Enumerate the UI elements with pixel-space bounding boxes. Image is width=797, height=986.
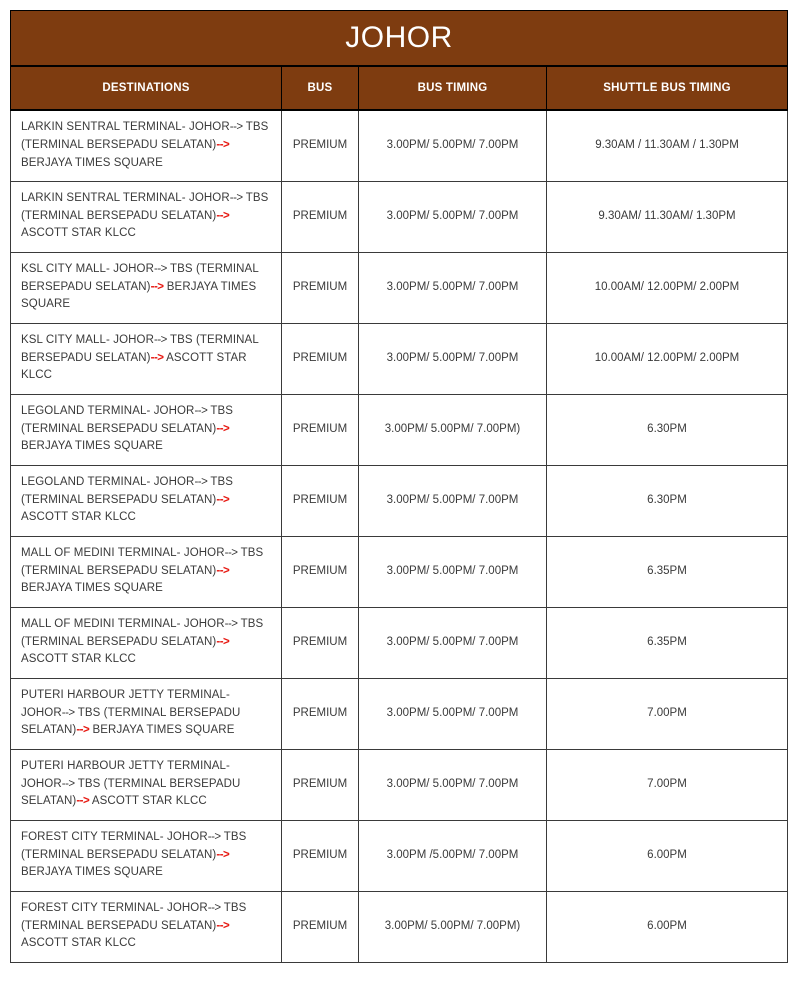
arrow-icon-secondary: --> [216,493,230,506]
table-row [11,110,788,181]
cell-destination [11,607,282,678]
destination-final: BERJAYA TIMES SQUARE [21,866,163,879]
destination-hub: TBS (TERMINAL BERSEPADU SELATAN) [21,901,247,932]
cell-bus-type: PREMIUM [282,323,359,394]
table-row [11,252,788,323]
arrow-icon-primary: --> [207,901,221,914]
cell-shuttle-bus-timing: 10.00AM/ 12.00PM/ 2.00PM [547,323,788,394]
destination-origin: FOREST CITY TERMINAL- JOHOR [21,830,208,843]
table-row [11,323,788,394]
table-row [11,891,788,962]
cell-destination [11,820,282,891]
destination-final: ASCOTT STAR KLCC [21,653,136,666]
destination-final: ASCOTT STAR KLCC [21,511,136,524]
arrow-icon-secondary: --> [216,422,230,435]
title-row [11,11,788,67]
destination-hub: TBS (TERMINAL BERSEPADU SELATAN) [21,121,269,151]
cell-bus-timing: 3.00PM/ 5.00PM/ 7.00PM [359,323,547,394]
arrow-icon-secondary: --> [216,138,230,151]
table-row [11,181,788,252]
schedule-table-wrapper [10,10,787,963]
column-header-destinations: DESTINATIONS [11,66,282,110]
column-header-bus: BUS [282,66,359,110]
arrow-icon-primary: --> [154,333,167,346]
table-row [11,394,788,465]
table-header [11,11,788,111]
arrow-icon-secondary: --> [216,564,230,577]
cell-shuttle-bus-timing: 6.35PM [547,536,788,607]
destination-hub: TBS (TERMINAL BERSEPADU SELATAN) [21,546,264,577]
cell-destination [11,536,282,607]
cell-bus-type: PREMIUM [282,181,359,252]
cell-bus-timing: 3.00PM/ 5.00PM/ 7.00PM [359,678,547,749]
arrow-icon-secondary: --> [76,795,90,808]
destination-origin: MALL OF MEDINI TERMINAL- JOHOR [21,546,225,559]
cell-destination [11,323,282,394]
arrow-icon-primary: --> [207,830,221,843]
destination-final: BERJAYA TIMES SQUARE [89,724,235,737]
cell-destination [11,110,282,181]
destination-final: ASCOTT STAR KLCC [89,795,207,808]
table-row [11,678,788,749]
cell-bus-type: PREMIUM [282,536,359,607]
arrow-icon-primary: --> [194,475,208,488]
destination-hub: TBS (TERMINAL BERSEPADU SELATAN) [21,475,234,506]
cell-shuttle-bus-timing: 6.00PM [547,820,788,891]
destination-hub: TBS (TERMINAL BERSEPADU SELATAN) [21,706,241,737]
destination-hub: TBS (TERMINAL BERSEPADU SELATAN) [21,404,234,435]
cell-shuttle-bus-timing: 10.00AM/ 12.00PM/ 2.00PM [547,252,788,323]
table-row [11,607,788,678]
cell-destination [11,465,282,536]
arrow-icon-primary: --> [154,262,167,275]
column-header-bus-timing: BUS TIMING [359,66,547,110]
cell-destination [11,891,282,962]
arrow-icon-secondary: --> [76,724,90,737]
cell-bus-timing: 3.00PM/ 5.00PM/ 7.00PM [359,252,547,323]
cell-bus-type: PREMIUM [282,110,359,181]
arrow-icon-primary: --> [229,191,243,204]
destination-hub: TBS (TERMINAL BERSEPADU SELATAN) [21,191,269,222]
cell-bus-type: PREMIUM [282,465,359,536]
destination-origin: KSL CITY MALL- JOHOR [21,262,155,275]
arrow-icon-secondary: --> [150,351,164,364]
destination-final: ASCOTT STAR KLCC [21,227,136,240]
cell-shuttle-bus-timing: 6.30PM [547,394,788,465]
destination-final: BERJAYA TIMES SQUARE [21,582,163,595]
destination-origin: LARKIN SENTRAL TERMINAL- JOHOR [21,191,230,204]
table-row [11,465,788,536]
arrow-icon-primary: --> [61,777,75,790]
cell-destination [11,394,282,465]
cell-bus-type: PREMIUM [282,820,359,891]
destination-origin: KSL CITY MALL- JOHOR [21,333,155,346]
destination-origin: PUTERI HARBOUR JETTY TERMINAL- JOHOR [21,759,230,790]
column-header-row [11,66,788,110]
cell-shuttle-bus-timing: 7.00PM [547,749,788,820]
destination-final: BERJAYA TIMES SQUARE [21,440,163,453]
arrow-icon-primary: --> [229,121,243,134]
table-row [11,536,788,607]
arrow-icon-secondary: --> [216,848,230,861]
destination-hub: TBS (TERMINAL BERSEPADU SELATAN) [21,617,264,648]
cell-bus-timing: 3.00PM/ 5.00PM/ 7.00PM [359,181,547,252]
arrow-icon-primary: --> [224,546,238,559]
cell-bus-timing: 3.00PM /5.00PM/ 7.00PM [359,820,547,891]
destination-origin: FOREST CITY TERMINAL- JOHOR [21,901,208,914]
destination-origin: PUTERI HARBOUR JETTY TERMINAL- JOHOR [21,688,230,719]
arrow-icon-secondary: --> [216,919,230,932]
arrow-icon-secondary: --> [216,209,230,222]
column-header-shuttle-bus-timing: SHUTTLE BUS TIMING [547,66,788,110]
cell-destination [11,749,282,820]
arrow-icon-primary: --> [61,706,75,719]
cell-bus-timing: 3.00PM/ 5.00PM/ 7.00PM) [359,394,547,465]
cell-shuttle-bus-timing: 6.30PM [547,465,788,536]
arrow-icon-secondary: --> [150,280,164,293]
arrow-icon-primary: --> [224,617,238,630]
cell-shuttle-bus-timing: 6.00PM [547,891,788,962]
page-title: JOHOR [11,11,788,67]
destination-final: BERJAYA TIMES SQUARE [21,280,257,311]
destination-hub: TBS (TERMINAL BERSEPADU SELATAN) [21,777,241,808]
cell-bus-timing: 3.00PM/ 5.00PM/ 7.00PM [359,536,547,607]
destination-origin: LARKIN SENTRAL TERMINAL- JOHOR [21,121,230,134]
destination-final: ASCOTT STAR KLCC [21,351,247,382]
destination-hub: TBS (TERMINAL BERSEPADU SELATAN) [21,262,259,293]
cell-destination [11,252,282,323]
cell-bus-timing: 3.00PM/ 5.00PM/ 7.00PM) [359,891,547,962]
cell-bus-type: PREMIUM [282,891,359,962]
destination-final: BERJAYA TIMES SQUARE [21,156,163,169]
cell-bus-type: PREMIUM [282,749,359,820]
cell-destination [11,678,282,749]
arrow-icon-secondary: --> [216,635,230,648]
arrow-icon-primary: --> [194,404,208,417]
destination-origin: MALL OF MEDINI TERMINAL- JOHOR [21,617,225,630]
table-row [11,749,788,820]
cell-bus-timing: 3.00PM/ 5.00PM/ 7.00PM [359,110,547,181]
destination-final: ASCOTT STAR KLCC [21,937,136,950]
destination-origin: LEGOLAND TERMINAL- JOHOR [21,404,195,417]
table-row [11,820,788,891]
cell-bus-type: PREMIUM [282,394,359,465]
johor-schedule-table [10,10,788,963]
cell-bus-timing: 3.00PM/ 5.00PM/ 7.00PM [359,607,547,678]
cell-bus-timing: 3.00PM/ 5.00PM/ 7.00PM [359,465,547,536]
cell-shuttle-bus-timing: 9.30AM/ 11.30AM/ 1.30PM [547,181,788,252]
cell-bus-type: PREMIUM [282,252,359,323]
cell-shuttle-bus-timing: 9.30AM / 11.30AM / 1.30PM [547,110,788,181]
cell-bus-type: PREMIUM [282,678,359,749]
destination-hub: TBS (TERMINAL BERSEPADU SELATAN) [21,830,247,861]
cell-destination [11,181,282,252]
destination-origin: LEGOLAND TERMINAL- JOHOR [21,475,195,488]
cell-bus-timing: 3.00PM/ 5.00PM/ 7.00PM [359,749,547,820]
cell-shuttle-bus-timing: 6.35PM [547,607,788,678]
cell-bus-type: PREMIUM [282,607,359,678]
cell-shuttle-bus-timing: 7.00PM [547,678,788,749]
table-body [11,110,788,962]
destination-hub: TBS (TERMINAL BERSEPADU SELATAN) [21,333,259,364]
